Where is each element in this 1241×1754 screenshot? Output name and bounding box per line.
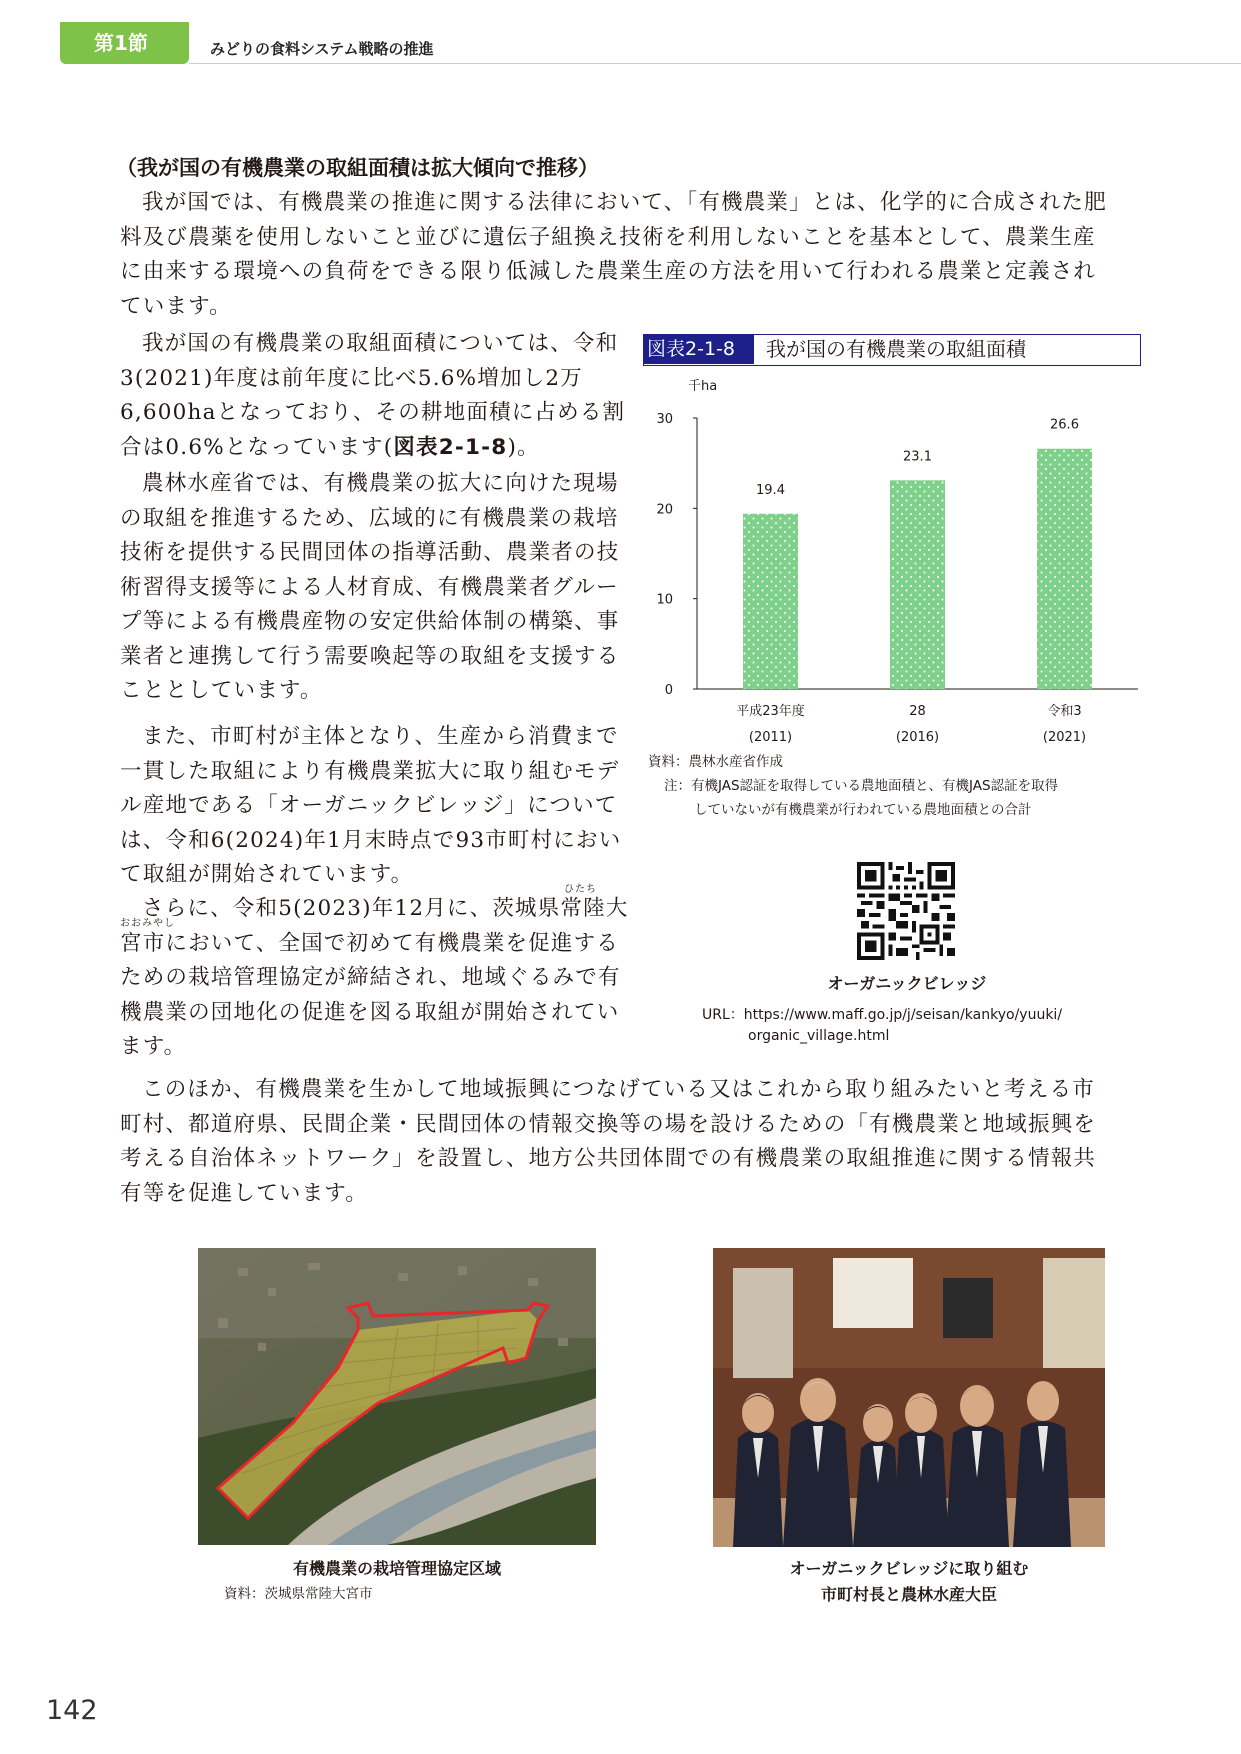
paragraph-5: さらに、令和5(2023)年12月に、茨城県常陸大宮市において、全国で初めて有機農業を促進するための栽培管理協定が締結され、地域ぐるみで有機農業の団地化の促進を図る取組が開始されています。 <box>120 896 629 1059</box>
header-rule <box>189 63 1241 64</box>
y-tick-label: 0 <box>664 683 673 698</box>
x-category-label: 平成23年度 <box>736 704 805 719</box>
qr-url-line-1[interactable]: URL：https://www.maff.go.jp/j/seisan/kankyo/yuuki/ <box>702 1007 1063 1023</box>
paragraph-4: また、市町村が主体となり、生産から消費まで一貫した取組により有機農業拡大に取り組むモデル産地である「オーガニックビレッジ」については、令和6(2024)年1月末時点で93市町村において取組が開始されています。 <box>120 724 622 887</box>
paragraph-6: このほか、有機農業を生かして地域振興につなげている又はこれから取り組みたいと考える市町村、都道府県、民間企業・民間団体の情報交換等の場を設けるための「有機農業と地域振興を考える自治体ネットワーク」を設置し、地方公共団体間での有機農業の取組推進に関する情報共有等を促進しています。 <box>120 1077 1097 1206</box>
qr-code[interactable] <box>857 862 955 960</box>
qr-url-line-2[interactable]: organic_village.html <box>748 1028 890 1044</box>
qr-caption: オーガニックビレッジ <box>827 974 987 993</box>
bar-value-label: 19.4 <box>756 482 785 498</box>
paragraph-2 <box>120 327 640 465</box>
aerial-photo-caption: 有機農業の栽培管理協定区域 <box>292 1559 501 1578</box>
figure-reference: 図表2-1-8 <box>393 434 508 460</box>
figure-note-1: 注：有機JAS認証を取得している農地面積と、有機JAS認証を取得 <box>664 778 1059 794</box>
group-photo <box>713 1248 1105 1547</box>
figure-note-2: していないが有機農業が行われている農地面積との合計 <box>694 802 1032 818</box>
bar <box>890 480 945 689</box>
aerial-photo <box>198 1248 596 1545</box>
figure-label: 図表2-1-8 <box>644 335 754 364</box>
bar-value-label: 23.1 <box>903 449 932 465</box>
ruby-oomiyashi: おおみやし <box>120 918 175 929</box>
y-axis-label: 千ha <box>688 379 718 394</box>
bar <box>743 514 798 689</box>
paragraph-2-text: 我が国の有機農業の取組面積については、令和3(2021)年度は前年度に比べ5.6%増加し2万6,600haとなっており、その耕地面積に占める割合は0.6%となっています( <box>120 331 626 460</box>
bar-value-label: 26.6 <box>1050 417 1079 433</box>
figure-title: 我が国の有機農業の取組面積 <box>766 337 1026 361</box>
section-heading: （我が国の有機農業の取組面積は拡大傾向で推移） <box>116 156 599 180</box>
paragraph-2-end: )。 <box>507 434 540 460</box>
y-tick-label: 10 <box>656 592 673 608</box>
header-title: みどりの食料システム戦略の推進 <box>210 40 434 58</box>
group-photo-caption-1: オーガニックビレッジに取り組む <box>789 1559 1029 1578</box>
figure-title-box <box>643 334 1141 366</box>
paragraph-1: 我が国では、有機農業の推進に関する法律において、「有機農業」とは、化学的に合成された肥料及び農薬を使用しないこと並びに遺伝子組換え技術を利用しないことを基本として、農業生産に由来する環境への負荷をできる限り低減した農業生産の方法を用いて行われる農業と定義されています。 <box>120 190 1107 319</box>
x-category-label: 令和3 <box>1047 704 1082 719</box>
y-tick-label: 30 <box>656 412 673 427</box>
x-category-year: (2021) <box>1042 730 1087 745</box>
paragraph-3: 農林水産省では、有機農業の拡大に向けた現場の取組を推進するため、広域的に有機農業の栽培技術を提供する民間団体の指導活動、農業者の技術習得支援等による人材育成、有機農業者グループ等による有機農産物の安定供給体制の構築、事業者と連携して行う需要喚起等の取組を支援することとしています。 <box>120 471 620 703</box>
y-tick-label: 20 <box>656 502 673 518</box>
section-tab: 第1節 <box>60 22 189 64</box>
x-category-year: (2011) <box>748 730 793 745</box>
group-photo-caption-2: 市町村長と農林水産大臣 <box>820 1585 997 1604</box>
bar <box>1037 449 1092 689</box>
figure-source: 資料：農林水産省作成 <box>648 754 783 770</box>
bar-chart <box>643 372 1143 748</box>
x-category-year: (2016) <box>895 730 940 745</box>
page-number: 142 <box>46 1695 98 1726</box>
ruby-hitachi: ひたち <box>564 884 597 895</box>
x-category-label: 28 <box>909 704 926 719</box>
aerial-photo-source: 資料：茨城県常陸大宮市 <box>224 1586 373 1602</box>
